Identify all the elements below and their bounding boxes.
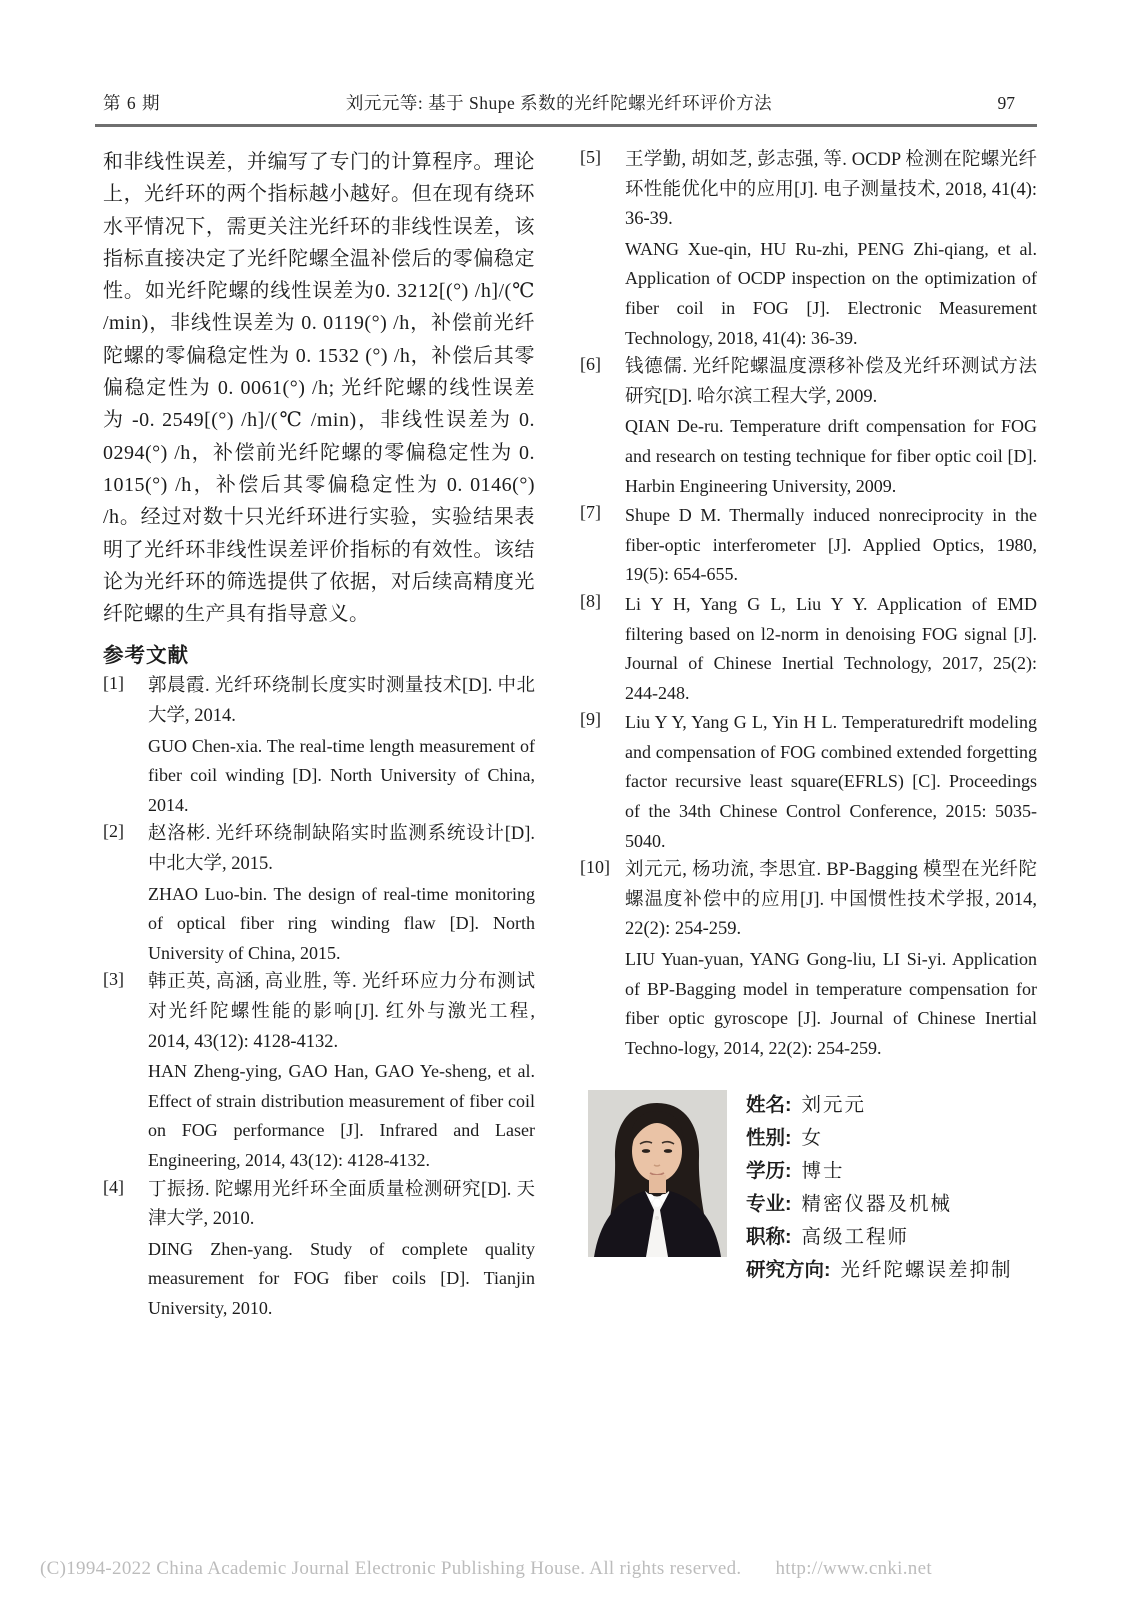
reference-number: [10] xyxy=(580,857,610,878)
reference-number: [3] xyxy=(103,969,124,990)
copyright-text: (C)1994-2022 China Academic Journal Electronic Publishing House. All rights reserved. xyxy=(40,1558,742,1579)
running-header xyxy=(95,90,1037,115)
cnki-url: http://www.cnki.net xyxy=(775,1558,932,1579)
reference-en-text: HAN Zheng-ying, GAO Han, GAO Ye-sheng, et al. Effect of strain distribution measurement of fiber coil on FOG performance [J]. Infrared and Laser Engineering, 2014, 43(12): 4128-4132. xyxy=(148,1061,535,1170)
reference-zh-text: 刘元元, 杨功流, 李思宜. BP-Bagging 模型在光纤陀螺温度补偿中的应用[J]. 中国惯性技术学报, 2014, 22(2): 254-259. xyxy=(625,860,1037,940)
left-column xyxy=(103,146,535,1324)
reference-item-8 xyxy=(580,590,1037,708)
issue-number: 第 6 期 xyxy=(103,93,161,113)
reference-item-10 xyxy=(580,856,1037,1063)
header-rule xyxy=(95,124,1037,127)
reference-number: [5] xyxy=(580,147,601,167)
reference-en-text: DING Zhen-yang. Study of complete quality measurement for FOG fiber coils [D]. Tianjin University, 2010. xyxy=(148,1238,535,1318)
reference-item-1 xyxy=(103,672,535,820)
reference-zh-text: 赵洛彬. 光纤环绕制缺陷实时监测系统设计[D]. 中北大学, 2015. xyxy=(148,824,535,875)
bio-label: 研究方向: xyxy=(746,1259,831,1282)
references-heading: 参考文献 xyxy=(103,644,189,668)
bio-row-name xyxy=(746,1090,1013,1123)
bio-value: 光纤陀螺误差抑制 xyxy=(840,1260,1013,1282)
reference-number: [8] xyxy=(580,590,601,611)
reference-item-3 xyxy=(103,968,535,1175)
reference-en-text: ZHAO Luo-bin. The design of real-time monitoring of optical fiber ring winding flaw [D]. North University of China, 2015. xyxy=(148,883,535,963)
author-bio-block xyxy=(588,1090,1037,1288)
bio-label: 职称: xyxy=(746,1226,792,1249)
bio-label: 学历: xyxy=(746,1160,792,1183)
reference-number: [9] xyxy=(580,709,601,730)
reference-en-text: GUO Chen-xia. The real-time length measurement of fiber coil winding [D]. North University of China, 2014. xyxy=(148,735,535,815)
bio-value: 刘元元 xyxy=(801,1095,867,1117)
reference-en-text: Li Y H, Yang G L, Liu Y Y. Application of EMD filtering based on l2-norm in denoising FOG signal [J]. Journal of Chinese Inertial Technology, 2017, 25(2): 244-248. xyxy=(625,593,1037,703)
reference-number: [4] xyxy=(103,1176,124,1197)
bio-label: 性别: xyxy=(746,1127,792,1150)
closing-paragraph: 和非线性误差，并编写了专门的计算程序。理论上，光纤环的两个指标越小越好。但在现有绕环水平情况下，需更关注光纤环的非线性误差，该指标直接决定了光纤陀螺全温补偿后的零偏稳定性。如光纤陀螺的线性误差为0. 3212[(°) /h]/(℃ /min)，非线性误差为 0. 0119(°) /h，补偿前光纤陀螺的零偏稳定性为 0. 1532 (°) /h，补偿后其零偏稳定性为 0. 0061(°) /h; 光纤陀螺的线性误差为 -0. 2549[(°) /h]/(℃ /min)，非线性误差为 0. 0294(°) /h，补偿前光纤陀螺的零偏稳定性为 0. 1015(°) /h，补偿后其零偏稳定性为 0. 0146(°) /h。经过对数十只光纤环进行实验，实验结果表明了光纤环非线性误差评价指标的有效性。该结论为光纤环的筛选提供了依据，对后续高精度光纤陀螺的生产具有指导意义。 xyxy=(103,151,535,626)
bio-row-gender xyxy=(746,1123,1013,1156)
reference-item-2 xyxy=(103,820,535,968)
reference-item-9 xyxy=(580,708,1037,856)
portrait-illustration xyxy=(588,1090,727,1257)
bio-value: 精密仪器及机械 xyxy=(801,1194,953,1216)
reference-item-6 xyxy=(580,353,1037,501)
running-title: 刘元元等: 基于 Shupe 系数的光纤陀螺光纤环评价方法 xyxy=(345,93,773,113)
reference-item-5 xyxy=(580,146,1037,353)
reference-en-text: Liu Y Y, Yang G L, Yin H L. Temperaturedrift modeling and compensation of FOG combined extended forgetting factor recursive least square(EFRLS) [C]. Proceedings of the 34th Chinese Control Conference, 2015: 5035-5040. xyxy=(625,712,1037,851)
reference-zh-text: 韩正英, 高涵, 高业胜, 等. 光纤环应力分布测试对光纤陀螺性能的影响[J]. 红外与激光工程, 2014, 43(12): 4128-4132. xyxy=(148,972,535,1052)
bio-label: 姓名: xyxy=(746,1094,792,1117)
reference-number: [7] xyxy=(580,502,601,523)
bio-value: 女 xyxy=(801,1128,824,1150)
bio-row-degree xyxy=(746,1156,1013,1189)
reference-en-text: LIU Yuan-yuan, YANG Gong-liu, LI Si-yi. Application of BP-Bagging model in temperature compensation for fiber optic gyroscope [J]. Journal of Chinese Inertial Techno-logy, 2014, 22(2): 254-259. xyxy=(625,949,1037,1058)
right-column xyxy=(580,146,1037,1288)
reference-zh-text: 丁振扬. 陀螺用光纤环全面质量检测研究[D]. 天津大学, 2010. xyxy=(148,1179,535,1230)
author-bio-fields xyxy=(746,1090,1013,1288)
reference-en-text: Shupe D M. Thermally induced nonreciprocity in the fiber-optic interferometer [J]. Applied Optics, 1980, 19(5): 654-655. xyxy=(625,505,1037,585)
reference-item-7 xyxy=(580,501,1037,590)
bio-row-research xyxy=(746,1255,1013,1288)
reference-number: [6] xyxy=(580,354,601,375)
reference-zh-text: 钱德儒. 光纤陀螺温度漂移补偿及光纤环测试方法研究[D]. 哈尔滨工程大学, 2009. xyxy=(625,357,1037,407)
page-number: 97 xyxy=(997,93,1015,113)
bio-row-title xyxy=(746,1222,1013,1255)
reference-number: [1] xyxy=(103,673,124,694)
bio-row-major xyxy=(746,1189,1013,1222)
reference-en-text: WANG Xue-qin, HU Ru-zhi, PENG Zhi-qiang, et al. Application of OCDP inspection on the optimization of fiber coil in FOG [J]. Electronic Measurement Technology, 2018, 41(4): 36-39. xyxy=(625,238,1037,348)
reference-zh-text: 王学勤, 胡如芝, 彭志强, 等. OCDP 检测在陀螺光纤环性能优化中的应用[J]. 电子测量技术, 2018, 41(4): 36-39. xyxy=(625,150,1037,230)
reference-zh-text: 郭晨霞. 光纤环绕制长度实时测量技术[D]. 中北大学, 2014. xyxy=(148,676,535,727)
footer-copyright-line xyxy=(40,1558,1090,1580)
bio-value: 高级工程师 xyxy=(801,1227,910,1249)
author-portrait-photo xyxy=(588,1090,727,1257)
reference-en-text: QIAN De-ru. Temperature drift compensation for FOG and research on testing technique for fiber optic coil [D]. Harbin Engineering University, 2009. xyxy=(625,416,1037,496)
reference-number: [2] xyxy=(103,821,124,842)
reference-item-4 xyxy=(103,1176,535,1324)
bio-value: 博士 xyxy=(801,1161,845,1183)
bio-label: 专业: xyxy=(746,1193,792,1216)
